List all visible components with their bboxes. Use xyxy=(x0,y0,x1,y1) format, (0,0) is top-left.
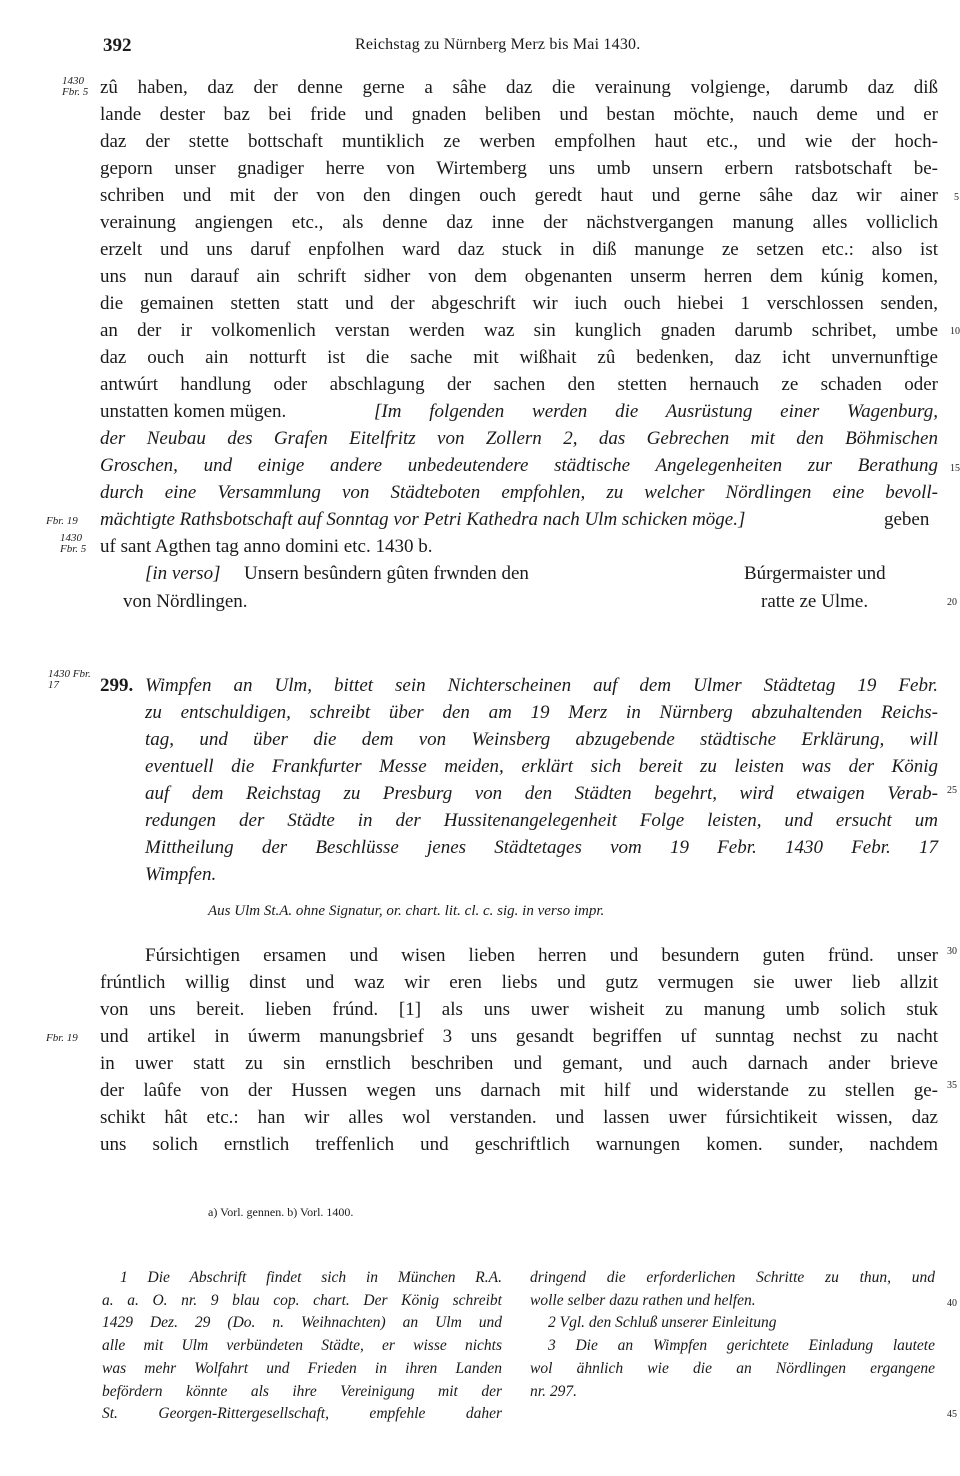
footnote-line: alle mit Ulm verbündeten Städte, er wisse nichts xyxy=(102,1337,502,1355)
body-line: frúntlich willig dinst und waz wir eren liebs und gutz vermugen sie uwer lieb allzit xyxy=(100,972,938,993)
running-title: Reichstag zu Nürnberg Merz bis Mai 1430. xyxy=(355,36,641,53)
line-number: 25 xyxy=(947,785,957,796)
footnotes-left xyxy=(102,1267,502,1426)
regest-line: auf dem Reichstag zu Presburg von den Städten begehrt, wird etwaigen Verab- xyxy=(145,783,938,804)
line-number: 40 xyxy=(947,1298,957,1309)
footnote-line: wol ähnlich wie die an Nördlingen ergangene xyxy=(530,1359,935,1377)
margin-date-note: 1430 Fbr. 5 xyxy=(62,75,89,98)
body-line: die gemainen stetten statt und der abgeschrift wir iuch ouch hiebei 1 verschlossen senden, xyxy=(100,293,938,314)
body-line: daz ouch ain notturft ist die sache mit wißhait zû bedenken, daz icht unvernunftige xyxy=(100,347,938,368)
body-line: in uwer statt zu sin ernstlich beschriben und gemant, und auch darnach ander brieve xyxy=(100,1053,938,1074)
body-line: der laûfe von der Hussen wegen uns darnach mit hilf und widerstande zu stellen ge- xyxy=(100,1080,938,1101)
body-line: uns nun darauf ain schrift sidher von dem obgenanten unserm herren dem kúnig komen, xyxy=(100,266,938,287)
editorial-summary: durch eine Versammlung von Städteboten empfohlen, zu welcher Nördlingen eine bevoll- xyxy=(100,482,938,503)
body-line: Fúrsichtigen ersamen und wisen lieben herren und besundern guten fründ. unser xyxy=(145,945,938,966)
editorial-summary: der Neubau des Grafen Eitelfritz von Zollern 2, das Gebrechen mit den Böhmischen xyxy=(100,428,938,449)
body-line: schikt hât etc.: han wir alles wol verstanden. und lassen uwer fúrsichtikeit wissen, daz xyxy=(100,1107,938,1128)
body-line: schriben und mit der von den dingen ouch geredt haut und gerne sâhe daz wir ainer xyxy=(100,185,938,206)
page-number: 392 xyxy=(103,35,132,56)
editorial-summary: Groschen, und einige andere unbedeutendere städtische Angelegenheiten zur Berathung xyxy=(100,455,938,476)
line-number: 5 xyxy=(954,192,959,203)
footnote-line: 1 Die Abschrift findet sich in München R.A. xyxy=(120,1269,502,1286)
margin-date-note: Fbr. 19 xyxy=(46,1032,78,1044)
body-line: antwúrt handlung oder abschlagung der sachen den stetten hernauch ze schaden oder xyxy=(100,374,938,395)
line-number: 35 xyxy=(947,1080,957,1091)
body-line: daz der stette bottschaft muntiklich ze werben empfolhen haut etc., und wie der hoch- xyxy=(100,131,938,152)
footnote-line: nr. 297. xyxy=(530,1382,577,1400)
margin-date-note: 1430 Fbr. 17 xyxy=(48,668,91,691)
line-number: 15 xyxy=(950,463,960,474)
margin-date-note: Fbr. 19 xyxy=(46,515,78,527)
footnote-line: 1429 Dez. 29 (Do. n. Weihnachten) an Ulm und xyxy=(102,1314,502,1332)
regest-line: Wimpfen. xyxy=(145,864,217,885)
line-number: 20 xyxy=(947,597,957,608)
footnote-line: St. Georgen-Rittergesellschaft, empfehle daher xyxy=(102,1405,502,1423)
line-number: 30 xyxy=(947,946,957,957)
footnote-line: wolle selber dazu rathen und helfen. xyxy=(530,1291,756,1309)
editorial-summary: [Im folgenden werden die Ausrüstung einer Wagenburg, xyxy=(374,401,938,422)
regest-line: eventuell die Frankfurter Messe meiden, erklärt sich bereit zu leisten was der König xyxy=(145,756,938,777)
body-line: uf sant Agthen tag anno domini etc. 1430 b. xyxy=(100,536,433,557)
body-line: lande dester baz bei fride und gnaden beliben und bestan möchte, nauch deme und er xyxy=(100,104,938,125)
document-number: 299. xyxy=(100,675,134,696)
in-verso-label: [in verso] xyxy=(145,563,221,584)
footnote-line: was mehr Wolfahrt und Frieden in ihren Landen xyxy=(102,1359,502,1377)
regest-line: redungen der Städte in der Hussitenangelegenheit Folge leisten, und ersucht um xyxy=(145,810,938,831)
body-line: zû haben, daz der denne gerne a sâhe daz die verainung volgiengе, darumb daz diß xyxy=(100,77,938,98)
regest-line: Wimpfen an Ulm, bittet sein Nichterscheinen auf dem Ulmer Städtetag 19 Febr. xyxy=(145,675,938,696)
body-line: geporn unser gnadiger herre von Wirtemberg uns umb unsern erbern ratsbotschaft be- xyxy=(100,158,938,179)
footnote-line: dringend die erforderlichen Schritte zu thun, und xyxy=(530,1269,935,1286)
footnote-line: 3 Die an Wimpfen gerichtete Einladung lautete xyxy=(548,1337,935,1355)
line-number: 45 xyxy=(947,1409,957,1420)
body-line: uns solich ernstlich treffenlich und geschriftlich warnungen komen. sunder, nachdem xyxy=(100,1134,938,1155)
address-line: von Nördlingen. xyxy=(123,591,248,612)
regest-line: tag, und über die dem von Weinsberg abzugebende städtische Erklärung, will xyxy=(145,729,938,750)
textual-apparatus: a) Vorl. gennen. b) Vorl. 1400. xyxy=(208,1205,354,1219)
body-line: verainung angiengen etc., als denne daz inne der nächstvergangen manung alles volliclich xyxy=(100,212,938,233)
address-line: ratte ze Ulme. xyxy=(761,591,869,612)
source-note: Aus Ulm St.A. ohne Signatur, or. chart. lit. cl. c. sig. in verso impr. xyxy=(208,903,605,919)
regest-line: Mittheilung der Beschlüsse jenes Städtetages vom 19 Febr. 1430 Febr. 17 xyxy=(145,837,938,858)
body-line: und artikel in úwerm manungsbrief 3 uns gesandt begriffen uf sunntag nechst zu nacht xyxy=(100,1026,938,1047)
address-line: Búrgermaister und xyxy=(744,563,886,584)
body-line: unstatten komen mügen. xyxy=(100,401,287,422)
body-line: an der ir volkomenlich verstan werden waz sin kunglich gnaden darumb schribet, umbe xyxy=(100,320,938,341)
footnote-line: 2 Vgl. den Schluß unserer Einleitung xyxy=(548,1314,777,1332)
address-line: Unsern besûndern gûten frwnden den xyxy=(244,563,529,584)
body-line: erzelt und uns daruf enpfolhen ward daz stuck in diß manunge ze setzen etc.: also ist xyxy=(100,239,938,260)
footnote-line: befördern könnte als ihre Vereinigung mit der xyxy=(102,1382,502,1400)
body-line: von uns bereit. lieben frúnd. [1] als uns uwer wisheit zu manung umb solich stuk xyxy=(100,999,938,1020)
margin-date-note: 1430 Fbr. 5 xyxy=(60,532,87,555)
footnotes-right xyxy=(530,1267,935,1403)
footnote-line: a. a. O. nr. 9 blau cop. chart. Der König schreibt xyxy=(102,1291,502,1309)
body-line: geben xyxy=(884,509,930,530)
regest-line: zu entschuldigen, schreibt über den am 19 Merz in Nürnberg abzuhaltenden Reichs- xyxy=(145,702,938,723)
editorial-summary: mächtigte Rathsbotschaft auf Sonntag vor Petri Kathedra nach Ulm schicken möge.] xyxy=(100,509,746,530)
line-number: 10 xyxy=(950,326,960,337)
